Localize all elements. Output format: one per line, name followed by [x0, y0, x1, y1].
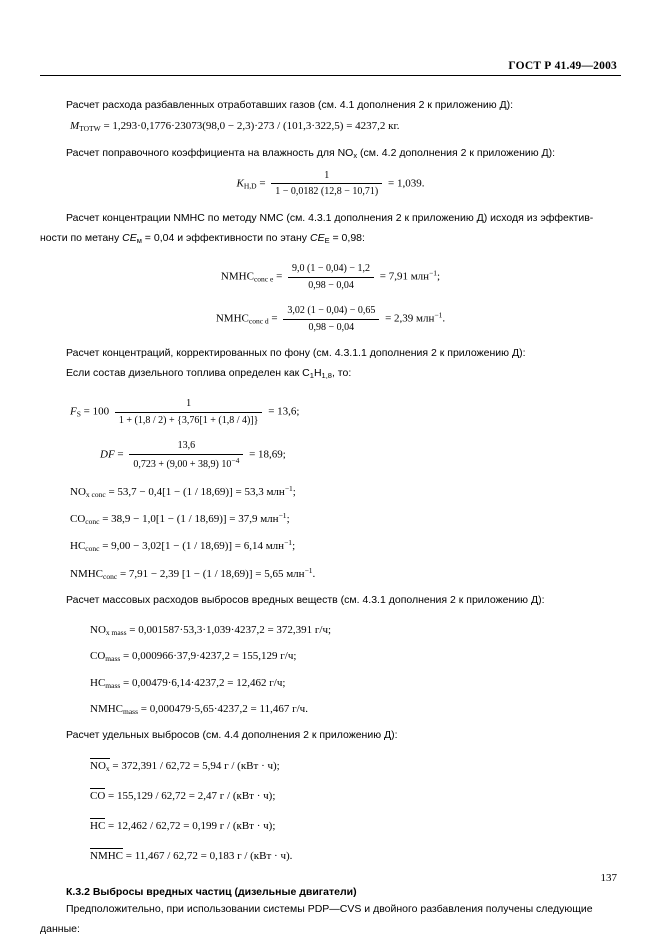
equation-mtotw — [70, 119, 621, 134]
eq-fs-fraction — [115, 397, 263, 427]
eq-fs-result: = 13,6; — [268, 405, 300, 418]
paragraph-humidity-correction-text: Расчет поправочного коэффициента на влажность для NO — [66, 147, 354, 160]
nmhc-method-pre: ности по метану — [40, 231, 123, 244]
eq-nmhc-spec-lhs: NMHC — [90, 849, 124, 862]
eq-hc-mass-rhs: = 0,00479·6,14·4237,2 = 12,462 г/ч; — [123, 676, 286, 689]
eq-nmhc-d-fraction — [283, 304, 379, 334]
eq-mtotw-rhs: = 1,293·0,1776·23073(98,0 − 2,3)·273 / (101,3·322,5) = 4237,2 кг. — [103, 120, 400, 133]
equation-hc-specific — [90, 818, 621, 834]
eq-nmhc-d-lhs: NMHC — [215, 312, 249, 325]
eq-df-lhs: DF — [100, 448, 115, 461]
eq-hc-spec-lhs: HC — [90, 819, 106, 832]
eq-nmhc-conc-lhs: NMHC — [70, 567, 104, 580]
eq-nox-spec-rhs: = 372,391 / 62,72 = 5,94 г / (кВт · ч); — [112, 760, 280, 773]
paragraph-humidity-correction-tail: (см. 4.2 дополнения 2 к приложению Д): — [357, 147, 556, 160]
eq-nox-conc-lhs: NO — [70, 485, 86, 498]
eq-khd-sub: H,D — [243, 181, 257, 191]
section-heading-k32: К.3.2 Выбросы вредных частиц (дизельные двигатели) — [66, 886, 357, 899]
paragraph-exhaust-flow: Расчет расхода разбавленных отработавших газов (см. 4.1 дополнения 2 к приложению Д): — [66, 99, 514, 111]
equation-hc-conc — [70, 538, 621, 554]
equation-df — [100, 439, 621, 471]
eq-co-spec-rhs: = 155,129 / 62,72 = 2,47 г / (кВт · ч); — [108, 789, 276, 802]
eq-fs-sub: S — [76, 410, 81, 420]
eq-nox-mass-sub: x mass — [105, 628, 127, 638]
equation-co-mass — [90, 649, 621, 664]
equation-khd — [40, 169, 621, 199]
eq-mtotw-var: M — [70, 120, 80, 133]
eq-nmhc-conc-sub: conc — [103, 571, 118, 581]
eq-fs-denominator: 1 + (1,8 / 2) + {3,76[1 + (1,8 / 4)]} — [118, 414, 259, 426]
ce-ethane-var: CE — [309, 231, 325, 244]
eq-nox-mass-lhs: NO — [90, 624, 106, 637]
fuel-comp-sub2: 1,8 — [321, 371, 332, 381]
paragraph-background-correction: Расчет концентраций, корректированных по фону (см. 4.3.1.1 дополнения 2 к приложению Д): — [66, 347, 526, 359]
eq-nox-spec-lhs-text: NO — [90, 760, 106, 773]
eq-khd-result: = 1,039. — [388, 177, 425, 190]
equation-co-specific — [90, 788, 621, 804]
eq-nmhc-mass-sub: mass — [123, 706, 139, 716]
eq-nmhc-conc-rhs: = 7,91 − 2,39 [1 − (1 / 18,69)] = 5,65 млн — [119, 567, 305, 580]
eq-co-spec-lhs: CO — [90, 789, 106, 802]
eq-nmhc-mass-lhs: NMHC — [90, 702, 124, 715]
eq-df-den-text: 0,723 + (9,00 + 38,9) 10 — [133, 459, 232, 471]
eq-nmhc-d-result: = 2,39 млн — [385, 312, 435, 325]
eq-hc-conc-sub: conc — [85, 544, 100, 554]
eq-nox-conc-tail: ; — [292, 485, 296, 498]
eq-nmhc-conc-tail: . — [312, 567, 316, 580]
eq-hc-conc-lhs: HC — [70, 540, 86, 553]
equation-nmhc-conc-d — [40, 304, 621, 334]
fuel-comp-pre: Если состав дизельного топлива определен как C — [66, 367, 310, 380]
nmhc-method-mid: = 0,04 и эффективности по этану — [141, 231, 310, 244]
paragraph-mass-flow: Расчет массовых расходов выбросов вредных веществ (см. 4.3.1 дополнения 2 к приложению Д): — [66, 593, 545, 606]
paragraph-pdp-cvs: Предположительно, при использовании системы PDP—CVS и двойного разбавления получены следующие — [66, 902, 593, 915]
eq-co-mass-rhs: = 0,000966·37,9·4237,2 = 155,129 г/ч; — [123, 650, 297, 663]
eq-hc-spec-rhs: = 12,462 / 62,72 = 0,199 г / (кВт · ч); — [108, 819, 276, 832]
equation-nox-mass — [90, 623, 621, 638]
eq-nox-spec-lhs — [90, 758, 110, 773]
header-rule — [40, 75, 621, 76]
eq-nmhc-e-denominator: 0,98 − 0,04 — [308, 279, 354, 291]
eq-nox-conc-rhs: = 53,7 − 0,4[1 − (1 / 18,69)] = 53,3 млн — [108, 485, 285, 498]
equation-nmhc-mass — [90, 702, 621, 717]
eq-fs-sign: = 100 — [83, 405, 110, 418]
paragraph-nmhc-method: Расчет концентрации NMHC по методу NMC (см. 4.3.1 дополнения 2 к приложению Д) исходя из эффектив- — [66, 211, 594, 224]
equation-nox-conc — [70, 484, 621, 500]
fuel-comp-mid: H — [313, 367, 322, 380]
eq-hc-conc-tail: ; — [292, 540, 296, 553]
eq-df-sign: = — [117, 448, 124, 461]
eq-df-denominator — [129, 455, 243, 472]
eq-nmhc-spec-rhs: = 11,467 / 62,72 = 0,183 г / (кВт · ч). — [125, 849, 293, 862]
paragraph-specific-emissions: Расчет удельных выбросов (см. 4.4 дополнения 2 к приложению Д): — [66, 728, 398, 741]
eq-df-result: = 18,69; — [249, 448, 286, 461]
equation-nmhc-conc-e — [40, 262, 621, 292]
eq-khd-fraction — [271, 169, 382, 199]
eq-df-numerator: 13,6 — [129, 439, 243, 455]
eq-hc-mass-sub: mass — [105, 680, 121, 690]
paragraph-humidity-correction — [40, 146, 621, 161]
eq-nox-conc-sub: x conc — [85, 489, 106, 499]
equation-co-conc — [70, 511, 621, 527]
nmhc-method-end: = 0,98: — [329, 231, 365, 244]
eq-df-fraction — [129, 439, 243, 471]
fuel-comp-end: , то: — [331, 367, 352, 380]
eq-nmhc-d-tail: . — [442, 312, 446, 325]
eq-khd-sign: = — [259, 177, 266, 190]
paragraph-nmhc-method-cont — [40, 231, 621, 246]
eq-nmhc-e-sub: conc e — [253, 274, 274, 284]
ce-ethane-sub: Е — [324, 235, 330, 245]
eq-nmhc-d-numerator: 3,02 (1 − 0,04) − 0,65 — [283, 304, 379, 320]
eq-nmhc-e-sign: = — [276, 270, 283, 283]
eq-nmhc-conc-sup: −1 — [304, 565, 313, 575]
eq-nmhc-e-tail: ; — [437, 270, 441, 283]
eq-co-conc-sub: conc — [85, 517, 100, 527]
eq-co-mass-lhs: CO — [90, 650, 106, 663]
eq-hc-conc-sup: −1 — [284, 538, 293, 548]
eq-co-conc-sup: −1 — [278, 510, 287, 520]
eq-nmhc-e-lhs: NMHC — [220, 270, 254, 283]
eq-co-conc-lhs: CO — [70, 512, 86, 525]
eq-hc-conc-rhs: = 9,00 − 3,02[1 − (1 / 18,69)] = 6,14 млн — [102, 540, 285, 553]
eq-nox-spec-sub: x — [105, 764, 110, 774]
eq-fs-numerator: 1 — [115, 397, 263, 413]
paragraph-fuel-composition — [40, 366, 621, 381]
eq-nox-conc-sup: −1 — [284, 483, 293, 493]
paragraph-pdp-cvs-cont: данные: — [40, 922, 80, 935]
eq-co-conc-tail: ; — [286, 512, 290, 525]
eq-nox-mass-rhs: = 0,001587·53,3·1,039·4237,2 = 372,391 г/ч; — [129, 624, 332, 637]
nox-subscript: x — [353, 151, 358, 161]
eq-fs-lhs: F — [70, 405, 77, 418]
eq-nmhc-d-denominator: 0,98 − 0,04 — [308, 321, 355, 333]
eq-khd-var: K — [236, 177, 244, 190]
page-header: ГОСТ Р 41.49—2003 — [508, 60, 617, 72]
eq-mtotw-sub: TOTW — [79, 124, 101, 134]
eq-khd-numerator: 1 — [271, 169, 382, 185]
eq-khd-denominator: 1 − 0,0182 (12,8 − 10,71) — [275, 186, 379, 198]
eq-nmhc-d-sign: = — [271, 312, 278, 325]
eq-co-conc-rhs: = 38,9 − 1,0[1 − (1 / 18,69)] = 37,9 млн — [102, 512, 279, 525]
equation-fs — [70, 397, 621, 427]
equation-nmhc-specific — [90, 848, 621, 864]
page-number: 137 — [600, 872, 617, 884]
eq-nmhc-d-sub: conc d — [248, 316, 269, 326]
ce-methane-var: CE — [122, 231, 137, 244]
eq-df-den-sup: −4 — [231, 455, 240, 465]
eq-co-mass-sub: mass — [105, 654, 121, 664]
eq-nmhc-e-result: = 7,91 млн — [379, 270, 430, 283]
eq-nmhc-e-fraction — [288, 262, 374, 292]
equation-hc-mass — [90, 676, 621, 691]
eq-nmhc-mass-rhs: = 0,000479·5,65·4237,2 = 11,467 г/ч. — [140, 702, 308, 715]
fuel-comp-sub1: 1 — [309, 371, 314, 381]
equation-nox-specific — [90, 758, 621, 774]
equation-nmhc-conc — [70, 566, 621, 582]
eq-nmhc-e-numerator: 9,0 (1 − 0,04) − 1,2 — [288, 262, 374, 278]
eq-nmhc-e-sup: −1 — [429, 268, 438, 278]
eq-hc-mass-lhs: HC — [90, 676, 106, 689]
ce-methane-sub: м — [136, 235, 142, 245]
document-body — [40, 98, 621, 936]
eq-nmhc-d-sup: −1 — [434, 310, 443, 320]
